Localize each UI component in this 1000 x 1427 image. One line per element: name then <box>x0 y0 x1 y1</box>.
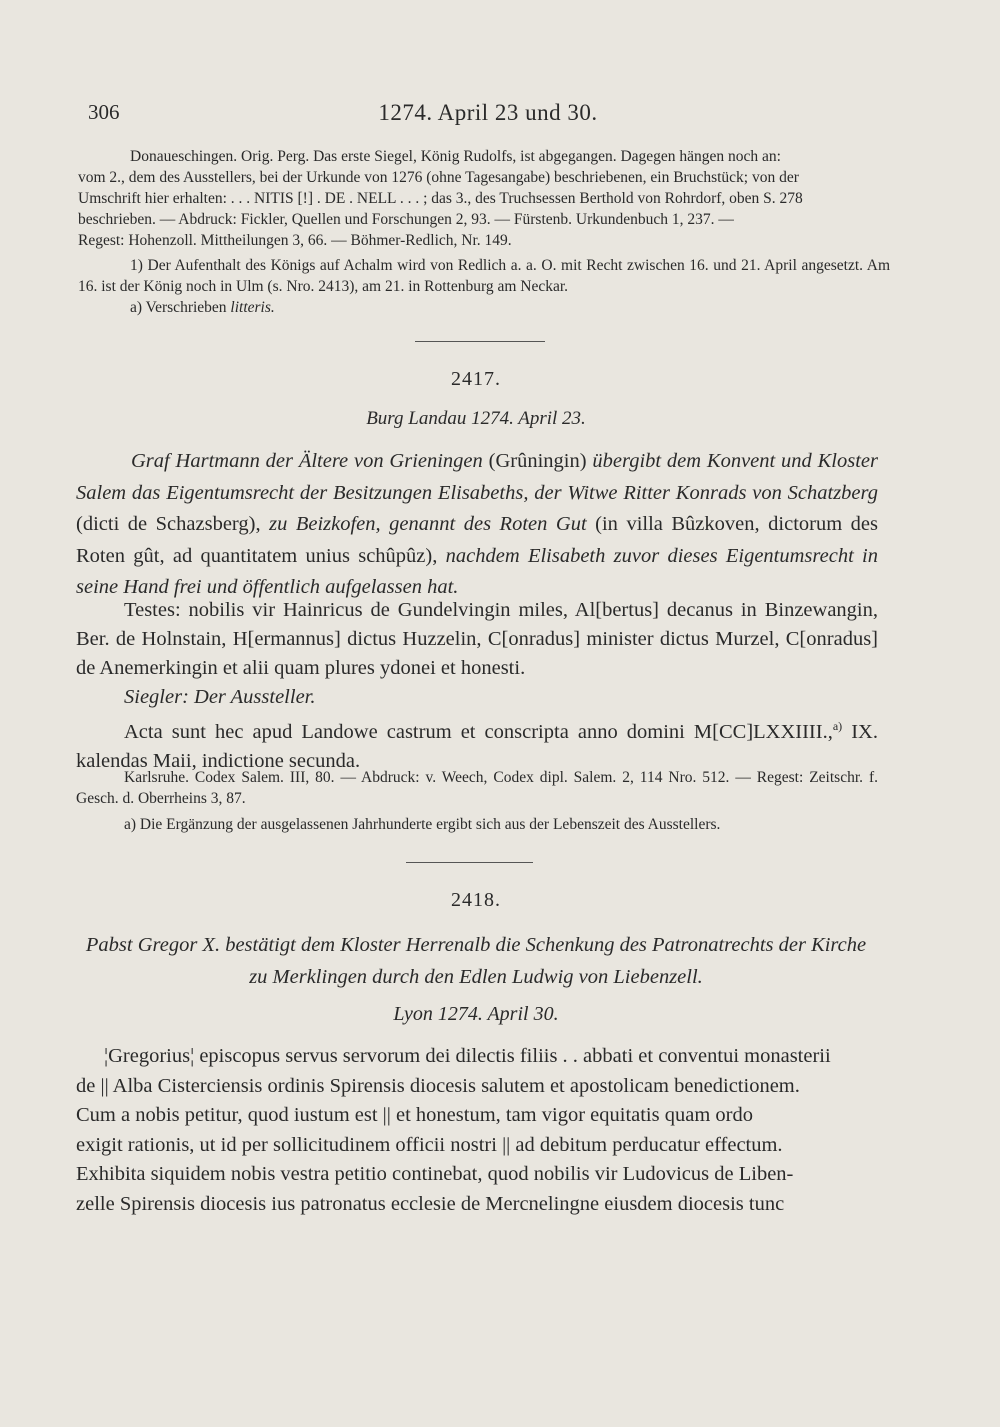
testes: Testes: nobilis vir Hainricus de Gundelvingin miles, Al[bertus] decanus in Binzewangin, Ber. de Holnstain, H[ermannus] dictus Huzzelin, C[onradus] minister dictus Murzel, C[onradus] de Anemerkingin et alii quam plures ydonei et honesti. <box>76 599 878 679</box>
regest-part: übergibt dem Konvent und Kloster Salem das Eigentumsrecht der Besitzungen Elisabeths, der Witwe Ritter Konrads von Schatzberg <box>76 450 879 504</box>
source-note: Karlsruhe. Codex Salem. III, 80. — Abdruck: v. Weech, Codex dipl. Salem. 2, 114 Nro. 512. — Regest: Zeitschr. f. Gesch. d. Oberrheins 3, 87. <box>76 769 878 807</box>
footnote-a-word: litteris. <box>230 299 275 316</box>
section-divider <box>415 341 545 342</box>
regest-part: zu Beizkofen, genannt des Roten Gut <box>269 513 587 535</box>
running-head: 1274. April 23 und 30. <box>378 100 598 125</box>
regest-part: nachdem Elisabeth zuvor dieses Eigentumsrecht in seine Hand frei und öffentlich aufgelassen hat. <box>76 544 878 598</box>
source-line: Donaueschingen. Orig. Perg. Das erste Siegel, König Rudolfs, ist abgegangen. Dagegen hängen noch an: <box>130 148 781 165</box>
source-line: beschrieben. — Abdruck: Fickler, Quellen und Forschungen 2, 93. — Fürstenb. Urkundenbuch 1, 237. — <box>78 211 734 228</box>
section-divider <box>406 862 533 863</box>
page-header <box>88 96 888 132</box>
regest-line: Pabst Gregor X. bestätigt dem Kloster Herrenalb die Schenkung des Patronatrechts der Kirche <box>85 934 867 956</box>
regest-part: (dicti de Schazsberg), <box>76 513 270 535</box>
regest-part: (Grûningin) <box>482 450 593 472</box>
footnote-a: a) Die Ergänzung der ausgelassenen Jahrhunderte ergibt sich aus der Lebenszeit des Ausstellers. <box>124 816 721 833</box>
charter-text-2418 <box>76 1042 878 1219</box>
text-line: de || Alba Cisterciensis ordinis Spirensis diocesis salutem et apostolicam benedictionem. <box>76 1074 800 1097</box>
previous-charter-notes <box>78 146 890 318</box>
charter-regest-2418 <box>76 929 876 993</box>
source-line: Regest: Hohenzoll. Mittheilungen 3, 66. — Böhmer-Redlich, Nr. 149. <box>78 232 512 249</box>
text-line: exigit rationis, ut id per sollicitudinem officii nostri || ad debitum perducatur effectum. <box>76 1133 783 1156</box>
siegler: Siegler: Der Aussteller. <box>124 686 316 708</box>
charter-text-2417 <box>76 596 878 776</box>
acta-text: Acta sunt hec apud Landowe castrum et conscripta anno domini M[CC]LXXIIII., <box>124 720 833 743</box>
regest-part: (in villa Bûzkoven, dictorum des Roten gût, ad quantitatem unius schûpûz), <box>76 513 878 567</box>
acta-footnote-marker: a) <box>832 719 843 733</box>
text-line: ¦Gregorius¦ episcopus servus servorum dei dilectis filiis . . abbati et conventui monasterii <box>104 1045 831 1067</box>
charter-dateline-2418: Lyon 1274. April 30. <box>393 1003 559 1025</box>
text-line: Exhibita siquidem nobis vestra petitio continebat, quod nobilis vir Ludovicus de Liben- <box>76 1163 794 1185</box>
footnote-a <box>78 297 890 318</box>
charter-dateline-2417: Burg Landau 1274. April 23. <box>366 408 586 429</box>
acta-text: IX. kalendas Maii, indictione secunda. <box>76 720 878 772</box>
footnote-a-prefix: a) Verschrieben <box>130 299 231 316</box>
charter-number-2418: 2418. <box>451 889 501 911</box>
charter-regest-2417 <box>76 446 878 604</box>
regest-line: zu Merklingen durch den Edlen Ludwig von Liebenzell. <box>249 966 703 988</box>
page-number: 306 <box>88 100 120 124</box>
footnote-1: 1) Der Aufenthalt des Königs auf Achalm wird von Redlich a. a. O. mit Recht zwischen 16. und 21. April angesetzt. Am 16. ist der König noch in Ulm (s. Nro. 2413), am 21. in Rottenburg am Neckar. <box>78 257 890 295</box>
regest-part: Graf Hartmann der Ältere von Grieningen <box>131 450 483 472</box>
charter-number-2417: 2417. <box>451 368 501 390</box>
charter-source-2417 <box>76 767 878 835</box>
text-line: zelle Spirensis diocesis ius patronatus ecclesie de Mercnelingne eiusdem diocesis tunc <box>76 1192 785 1215</box>
source-line: Umschrift hier erhalten: . . . NITIS [!] . DE . NELL . . . ; das 3., des Truchsessen Berthold von Rohrdorf, oben S. 278 <box>78 190 803 207</box>
source-line: vom 2., dem des Ausstellers, bei der Urkunde von 1276 (ohne Tagesangabe) beschriebenen, ein Bruchstück; von der <box>78 169 799 186</box>
text-line: Cum a nobis petitur, quod iustum est || et honestum, tam vigor equitatis quam ordo <box>76 1104 753 1126</box>
